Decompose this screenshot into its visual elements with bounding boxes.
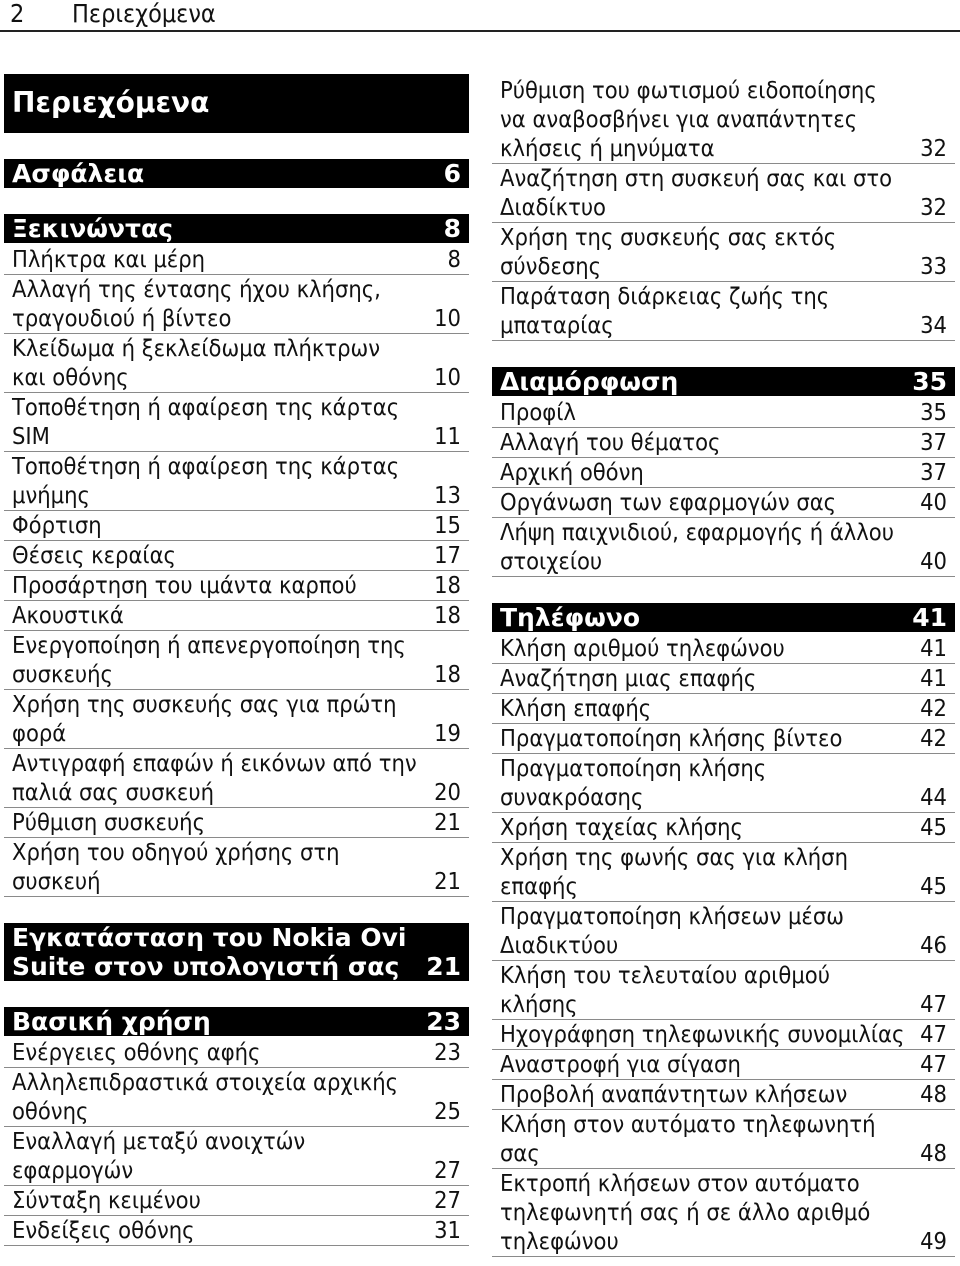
toc-entry[interactable]	[492, 1050, 955, 1080]
toc-entry-page: 37	[920, 458, 947, 486]
toc-entry-page: 27	[434, 1156, 461, 1184]
toc-section-page: 41	[912, 603, 947, 632]
toc-entry[interactable]	[492, 488, 955, 518]
toc-entry[interactable]	[4, 334, 469, 393]
toc-entry[interactable]	[4, 631, 469, 690]
toc-entry[interactable]	[4, 393, 469, 452]
toc-entry[interactable]	[492, 843, 955, 902]
toc-entry[interactable]	[4, 1127, 469, 1186]
toc-entry-page: 10	[434, 363, 461, 391]
toc-entry[interactable]	[492, 428, 955, 458]
toc-entry-label: Χρήση του οδηγού χρήσης στη συσκευή	[12, 838, 340, 895]
toc-entry-page: 17	[434, 541, 461, 569]
toc-entry-label: Παράταση διάρκειας ζωής της μπαταρίας	[500, 282, 830, 339]
toc-entry-label: Κλήση στον αυτόματο τηλεφωνητή σας	[500, 1110, 876, 1167]
toc-section-page: 6	[443, 159, 461, 188]
toc-entry[interactable]	[492, 754, 955, 813]
toc-entry-page: 23	[434, 1038, 461, 1066]
toc-entry[interactable]	[492, 282, 955, 341]
toc-section-title: Διαμόρφωση	[500, 367, 679, 396]
toc-right-sections	[492, 367, 955, 1257]
toc-section-title: Τηλέφωνο	[500, 603, 641, 632]
toc-right-column	[492, 76, 955, 1257]
toc-entry-page: 35	[920, 398, 947, 426]
toc-section-page: 8	[443, 214, 461, 243]
toc-left-sections	[4, 159, 469, 1246]
toc-entry[interactable]	[492, 694, 955, 724]
toc-section-heading[interactable]	[492, 367, 955, 396]
toc-entry-page: 37	[920, 428, 947, 456]
toc-entry[interactable]	[4, 245, 469, 275]
toc-title-text: Περιεχόμενα	[12, 86, 210, 119]
toc-entry-label: Κλήση επαφής	[500, 694, 652, 722]
page-header	[0, 0, 960, 32]
toc-entry[interactable]	[4, 1216, 469, 1246]
toc-entry[interactable]	[492, 813, 955, 843]
toc-entry-label: Λήψη παιχνιδιού, εφαρμογής ή άλλου στοιχείου	[500, 518, 894, 575]
toc-entry-label: Αρχική οθόνη	[500, 458, 644, 486]
toc-entry-page: 42	[920, 694, 947, 722]
toc-entry-label: Ενεργοποίηση ή απενεργοποίηση της συσκευής	[12, 631, 406, 688]
toc-entry[interactable]	[4, 541, 469, 571]
toc-entry-label: Κλήση αριθμού τηλεφώνου	[500, 634, 785, 662]
toc-entry[interactable]	[4, 275, 469, 334]
toc-entry[interactable]	[4, 511, 469, 541]
toc-entry-page: 40	[920, 488, 947, 516]
toc-entry-page: 31	[434, 1216, 461, 1244]
toc-entry-page: 15	[434, 511, 461, 539]
toc-entry-label: Κλείδωμα ή ξεκλείδωμα πλήκτρων και οθόνης	[12, 334, 381, 391]
toc-entry-page: 33	[920, 252, 947, 280]
toc-entry[interactable]	[492, 664, 955, 694]
toc-entry-label: Αναστροφή για σίγαση	[500, 1050, 741, 1078]
toc-entry-label: Ηχογράφηση τηλεφωνικής συνομιλίας	[500, 1020, 905, 1048]
toc-entry[interactable]	[492, 164, 955, 223]
toc-entry[interactable]	[492, 1110, 955, 1169]
toc-entry-page: 44	[920, 783, 947, 811]
toc-entry-page: 45	[920, 872, 947, 900]
toc-entry-label: Αλληλεπιδραστικά στοιχεία αρχικής οθόνης	[12, 1068, 399, 1125]
toc-entry[interactable]	[492, 518, 955, 577]
toc-entry-label: Τοποθέτηση ή αφαίρεση της κάρτας SIM	[12, 393, 400, 450]
page-number: 2	[10, 0, 25, 28]
toc-entry-label: Χρήση της συσκευής σας εκτός σύνδεσης	[500, 223, 837, 280]
toc-entry-page: 19	[434, 719, 461, 747]
toc-continued-entries	[492, 76, 955, 341]
toc-entry-label: Εναλλαγή μεταξύ ανοιχτών εφαρμογών	[12, 1127, 306, 1184]
toc-entry-page: 46	[920, 931, 947, 959]
toc-section-title: Βασική χρήση	[12, 1007, 211, 1036]
toc-entry-page: 47	[920, 1020, 947, 1048]
toc-entry-label: Οργάνωση των εφαρμογών σας	[500, 488, 837, 516]
toc-entry-page: 21	[434, 867, 461, 895]
toc-entry-label: Χρήση της συσκευής σας για πρώτη φορά	[12, 690, 397, 747]
toc-entry[interactable]	[492, 724, 955, 754]
toc-entry-page: 18	[434, 660, 461, 688]
toc-section-page: 35	[912, 367, 947, 396]
toc-entry-label: Προσάρτηση του ιμάντα καρπού	[12, 571, 357, 599]
toc-entry-page: 32	[920, 134, 947, 162]
toc-entry[interactable]	[4, 601, 469, 631]
toc-entry-label: Σύνταξη κειμένου	[12, 1186, 201, 1214]
toc-entry-label: Ρύθμιση συσκευής	[12, 808, 205, 836]
toc-entry[interactable]	[4, 838, 469, 897]
toc-section-heading[interactable]	[4, 1007, 469, 1036]
toc-entry-page: 13	[434, 481, 461, 509]
toc-entry-page: 49	[920, 1227, 947, 1255]
toc-entry-label: Αλλαγή του θέματος	[500, 428, 721, 456]
toc-entry-page: 42	[920, 724, 947, 752]
toc-entry-page: 45	[920, 813, 947, 841]
toc-entry-page: 20	[434, 778, 461, 806]
toc-entry[interactable]	[492, 458, 955, 488]
toc-entry-label: Πραγματοποίηση κλήσεων μέσω Διαδικτύου	[500, 902, 844, 959]
toc-entry-label: Ακουστικά	[12, 601, 124, 629]
toc-entry[interactable]	[492, 223, 955, 282]
toc-entry-label: Πλήκτρα και μέρη	[12, 245, 206, 273]
toc-entry-page: 41	[920, 664, 947, 692]
toc-entry-page: 32	[920, 193, 947, 221]
toc-section-page: 21	[426, 952, 461, 981]
toc-entry-page: 34	[920, 311, 947, 339]
toc-entry[interactable]	[492, 961, 955, 1020]
toc-title	[4, 74, 469, 133]
toc-entry-label: Ενδείξεις οθόνης	[12, 1216, 195, 1244]
toc-entry[interactable]	[4, 690, 469, 749]
toc-entry-label: Φόρτιση	[12, 511, 102, 539]
toc-entry-label: Αναζήτηση στη συσκευή σας και στο Διαδίκτυο	[500, 164, 893, 221]
toc-entry-page: 8	[447, 245, 461, 273]
toc-entry[interactable]	[492, 398, 955, 428]
running-title: Περιεχόμενα	[72, 0, 216, 28]
toc-entry-label: Αναζήτηση μιας επαφής	[500, 664, 757, 692]
toc-entry[interactable]	[4, 1068, 469, 1127]
toc-entry-page: 18	[434, 571, 461, 599]
toc-entry-page: 21	[434, 808, 461, 836]
toc-entry-label: Προβολή αναπάντητων κλήσεων	[500, 1080, 848, 1108]
toc-entry-page: 18	[434, 601, 461, 629]
toc-entry-label: Πραγματοποίηση κλήσης συνακρόασης	[500, 754, 767, 811]
toc-entry-page: 48	[920, 1080, 947, 1108]
toc-entry[interactable]	[492, 1020, 955, 1050]
toc-section-heading[interactable]	[4, 923, 469, 981]
toc-entry-label: Αλλαγή της έντασης ήχου κλήσης, τραγουδιού ή βίντεο	[12, 275, 381, 332]
toc-entry-page: 47	[920, 990, 947, 1018]
toc-entry-page: 10	[434, 304, 461, 332]
toc-section-title: Ξεκινώντας	[12, 214, 173, 243]
toc-entry-label: Αντιγραφή επαφών ή εικόνων από την παλιά σας συσκευή	[12, 749, 417, 806]
toc-entry-label: Προφίλ	[500, 398, 576, 426]
toc-section-heading[interactable]	[4, 159, 469, 188]
toc-entry-label: Κλήση του τελευταίου αριθμού κλήσης	[500, 961, 830, 1018]
toc-entry[interactable]	[492, 76, 955, 164]
toc-entry-page: 25	[434, 1097, 461, 1125]
toc-entry-page: 27	[434, 1186, 461, 1214]
toc-section-heading[interactable]	[492, 603, 955, 632]
toc-entry-label: Τοποθέτηση ή αφαίρεση της κάρτας μνήμης	[12, 452, 400, 509]
toc-entry[interactable]	[4, 571, 469, 601]
toc-left-column	[4, 74, 469, 1246]
toc-entry[interactable]	[4, 452, 469, 511]
toc-entry[interactable]	[492, 902, 955, 961]
toc-entry-page: 48	[920, 1139, 947, 1167]
toc-entry-label: Πραγματοποίηση κλήσης βίντεο	[500, 724, 843, 752]
toc-entry-label: Χρήση της φωνής σας για κλήση επαφής	[500, 843, 848, 900]
toc-entry-label: Ενέργειες οθόνης αφής	[12, 1038, 261, 1066]
toc-entry-page: 40	[920, 547, 947, 575]
toc-entry-page: 41	[920, 634, 947, 662]
toc-section-title: Ασφάλεια	[12, 159, 145, 188]
toc-entry-label: Ρύθμιση του φωτισμού ειδοποίησης να αναβοσβήνει για αναπάντητες κλήσεις ή μηνύματα	[500, 76, 877, 162]
toc-entry[interactable]	[492, 1080, 955, 1110]
toc-entry-label: Θέσεις κεραίας	[12, 541, 176, 569]
toc-entry[interactable]	[492, 634, 955, 664]
toc-section-title: Εγκατάσταση του Nokia Ovi Suite στον υπολογιστή σας	[12, 923, 407, 981]
toc-entry[interactable]	[4, 808, 469, 838]
toc-section-heading[interactable]	[4, 214, 469, 243]
toc-entry[interactable]	[4, 749, 469, 808]
toc-section-page: 23	[426, 1007, 461, 1036]
toc-entry[interactable]	[492, 1169, 955, 1257]
toc-entry[interactable]	[4, 1186, 469, 1216]
toc-entry-label: Εκτροπή κλήσεων στον αυτόματο τηλεφωνητή σας ή σε άλλο αριθμό τηλεφώνου	[500, 1169, 871, 1255]
toc-entry-page: 47	[920, 1050, 947, 1078]
toc-entry[interactable]	[4, 1038, 469, 1068]
toc-entry-label: Χρήση ταχείας κλήσης	[500, 813, 743, 841]
toc-entry-page: 11	[434, 422, 461, 450]
